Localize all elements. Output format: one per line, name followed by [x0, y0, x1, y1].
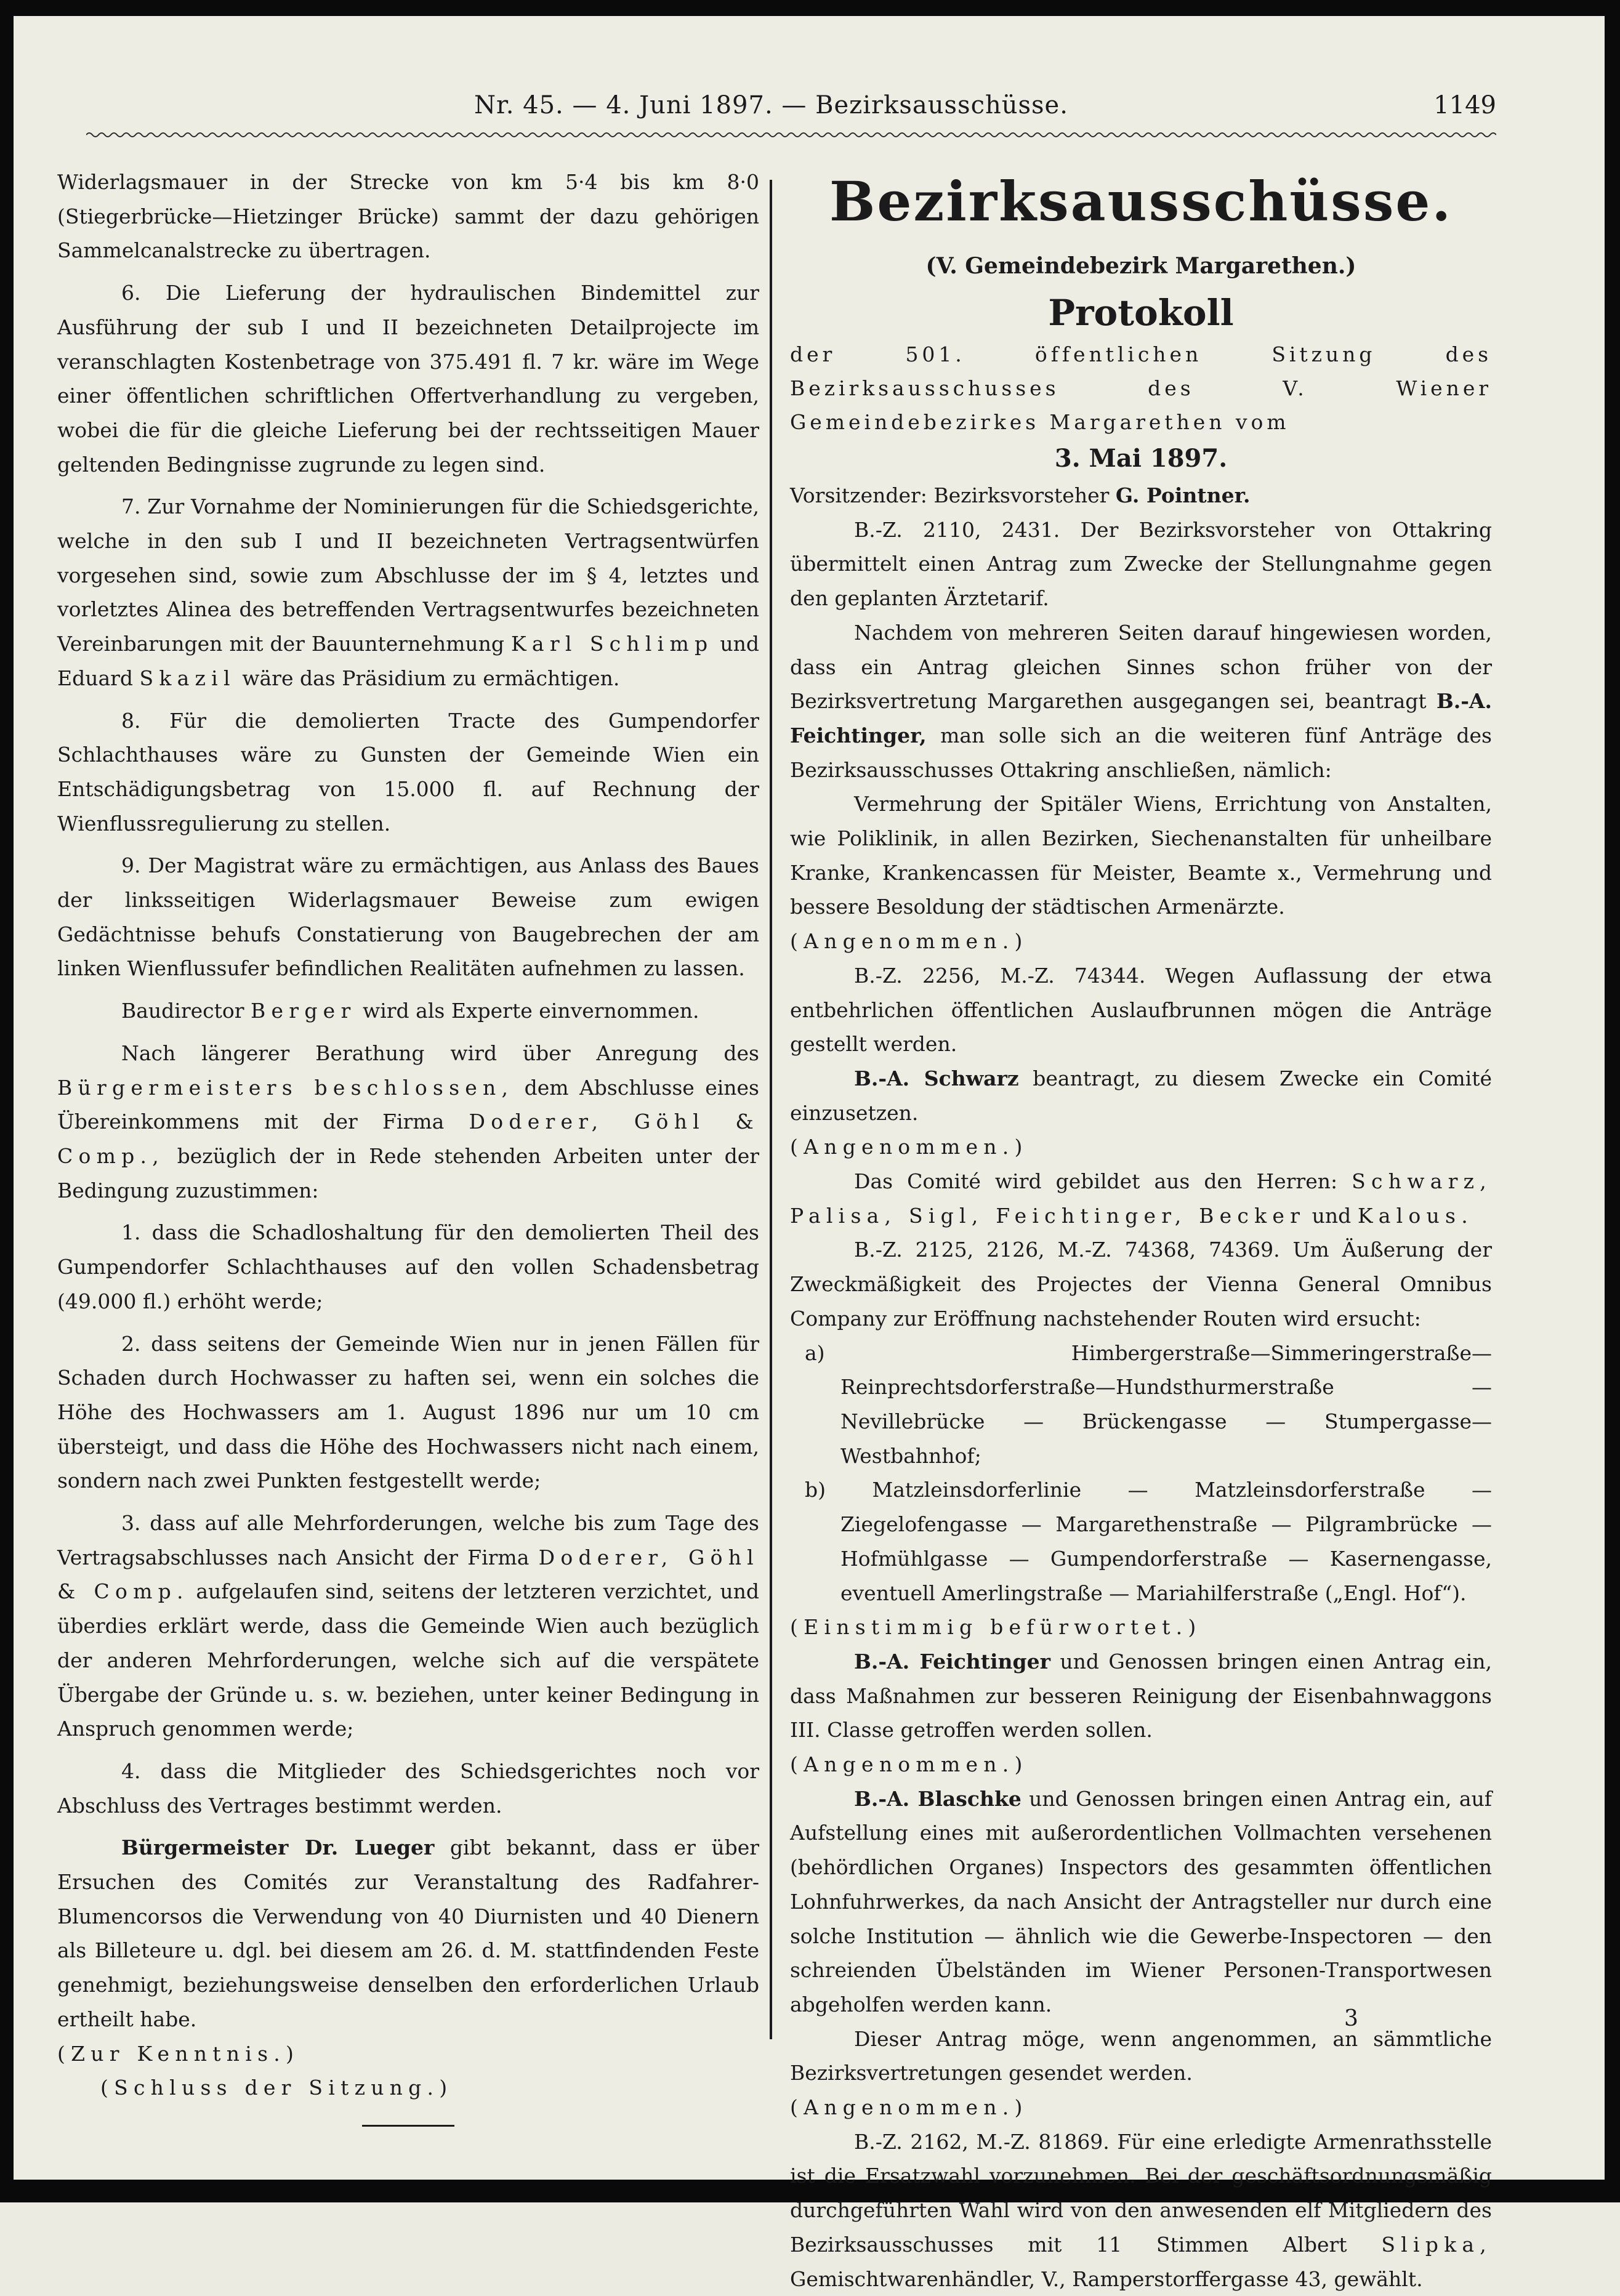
status-angenommen-1: (Angenommen.): [790, 929, 1028, 954]
wavy-rule: [86, 131, 1496, 139]
condition-2: 2. dass seitens der Gemeinde Wien nur in jenen Fällen für Schaden durch Hochwasser zu haften sei, wenn ein solches die Höhe des Hochwassers am 1. August 1896 nur um 10 cm übersteigt, und dass die Höhe des Hochwassers nicht nach einem, sondern nach zwei Punkten festgestellt werde;: [57, 1331, 759, 1493]
name-skazil: Skazil: [139, 666, 236, 690]
section-title: Bezirksausschüsse.: [829, 169, 1453, 233]
route-a: a) Himbergerstraße—Simmeringerstraße—Reinprechtsdorferstraße—Hundsthurmerstraße — Nevillebrücke — Brückengasse — Stumpergasse—Westbahnhof;: [805, 1340, 1492, 1468]
status-angenommen-3: (Angenommen.): [790, 1752, 1028, 1777]
running-head: [86, 91, 1496, 128]
session-line: der 501. öffentlichen Sitzung des Bezirksausschusses des V. Wiener Gemeindebezirkes Margarethen vom: [790, 342, 1492, 434]
page-number: 1149: [1433, 91, 1496, 119]
entry-blaschke: B.-A. Blaschke und Genossen bringen einen Antrag ein, auf Aufstellung eines mit außerordentlichen Vollmachten versehenen (behördlichen Organes) Inspectors des gesammten öffentlichen Lohnfuhrwerkes, da nach Ansicht der Antragsteller nur durch eine solche Institution — ähnlich wie die Gewerbe-Inspectoren — den schreienden Übelständen im Wiener Personen-Transportwesen abgeholfen werden kann.: [790, 1786, 1492, 2016]
end-rule: [362, 2125, 454, 2127]
entry-schwarz: B.-A. Schwarz beantragt, zu diesem Zwecke ein Comité einzusetzen.: [790, 1066, 1492, 1125]
status-angenommen-2: (Angenommen.): [790, 1135, 1028, 1159]
right-column: [790, 165, 1492, 2296]
paragraph-widerlagsmauer: Widerlagsmauer in der Strecke von km 5·4 bis km 8·0 (Stiegerbrücke—Hietzinger Brücke) sammt der dazu gehörigen Sammelcanalstrecke zu übertragen.: [57, 170, 759, 263]
scan-border-top: [0, 0, 1620, 16]
route-b: b) Matzleinsdorferlinie — Matzleinsdorferstraße — Ziegelofengasse — Margarethenstraße — Pilgrambrücke — Hofmühlgasse — Gumpendorferstraße — Kasernengasse, eventuell Amerlingstraße — Mariahilferstraße („Engl. Hof“).: [805, 1478, 1492, 1605]
condition-1: 1. dass die Schadloshaltung für den demolierten Theil des Gumpendorfer Schlachthauses auf den vollen Schadensbetrag (49.000 fl.) erhöht werde;: [57, 1220, 759, 1313]
name-lueger: Bürgermeister Dr. Lueger: [121, 1835, 435, 1860]
status-befuerwortet: (Einstimmig befürwortet.): [790, 1615, 1202, 1640]
paragraph-berathung: Nach längerer Berathung wird über Anregung des Bürgermeisters beschlossen, dem Abschlusse eines Übereinkommens mit der Firma Doderer, Göhl & Comp., bezüglich der in Rede stehenden Arbeiten unter der Bedingung zuzustimmen:: [57, 1041, 759, 1202]
item-6: 6. Die Lieferung der hydraulischen Bindemittel zur Ausführung der sub I und II bezeichneten Detailprojecte im veranschlagten Kostenbetrage von 375.491 fl. 7 kr. wäre im Wege einer öffentlichen schriftlichen Offertverhandlung zu vergeben, wobei die für die gleiche Lieferung bei der rechtsseitigen Mauer geltenden Bedingnisse zugrunde zu legen sind.: [57, 281, 759, 477]
entry-waggons: B.-A. Feichtinger und Genossen bringen einen Antrag ein, dass Maßnahmen zur besseren Reinigung der Eisenbahnwaggons III. Classe getroffen werden sollen.: [790, 1649, 1492, 1742]
scan-border-right: [1605, 0, 1620, 2202]
closing-note: (Schluss der Sitzung.): [100, 2076, 453, 2100]
chair-line: Vorsitzender: Bezirksvorsteher G. Pointner.: [790, 483, 1251, 507]
item-9: 9. Der Magistrat wäre zu ermächtigen, aus Anlass des Baues der linksseitigen Widerlagsmauer Beweise zum ewigen Gedächtnisse behufs Constatierung von Baugebrechen der am linken Wienflussufer befindlichen Realitäten aufnehmen zu lassen.: [57, 853, 759, 981]
status-angenommen-4: (Angenommen.): [790, 2095, 1028, 2120]
column-divider: [770, 180, 772, 2039]
protokoll-heading: Protokoll: [1048, 292, 1234, 334]
chair-name: G. Pointner.: [1115, 483, 1251, 507]
condition-3: 3. dass auf alle Mehrforderungen, welche bis zum Tage des Vertragsabschlusses nach Ansicht der Firma Doderer, Göhl & Comp. aufgelaufen sind, seitens der letzteren verzichtet, und überdies erklärt werde, dass die Gemeinde Wien auch bezüglich der anderen Mehrforderungen, welche sich auf die verspätete Übergabe der Gründe u. s. w. beziehen, unter keiner Bedingung in Anspruch genommen werde;: [57, 1511, 759, 1741]
name-schlimp: Karl Schlimp: [511, 632, 714, 656]
item-7: 7. Zur Vornahme der Nominierungen für die Schiedsgerichte, welche in den sub I und II bezeichneten Vertragsentwürfen vorgesehen sind, sowie zum Abschlusse der im § 4, letztes und vorletztes Alinea des betreffenden Vertragsentwurfes bezeichneten Vereinbarungen mit der Bauunternehmung Karl Schlimp und Eduard Skazil wäre das Präsidium zu ermächtigen.: [57, 494, 759, 690]
paragraph-baudirector: Baudirector Berger wird als Experte einvernommen.: [121, 999, 699, 1023]
condition-4: 4. dass die Mitglieder des Schiedsgerichtes noch vor Abschluss des Vertrages bestimmt werden.: [57, 1758, 759, 1818]
district-heading: (V. Gemeindebezirk Margarethen.): [925, 253, 1356, 279]
item-8: 8. Für die demolierten Tracte des Gumpendorfer Schlachthauses wäre zu Gunsten der Gemeinde Wien ein Entschädigungsbetrag von 15.000 fl. auf Rechnung der Wienflussregulierung zu stellen.: [57, 708, 759, 836]
scan-border-left: [0, 0, 14, 2202]
name-berger: Berger: [251, 999, 357, 1023]
left-column: [57, 165, 759, 2127]
entry-omnibus: B.-Z. 2125, 2126, M.-Z. 74368, 74369. Um Äußerung der Zweckmäßigkeit des Projectes der Vienna General Omnibus Company zur Eröffnung nachstehender Routen wird ersucht:: [790, 1238, 1492, 1331]
session-date: 3. Mai 1897.: [1054, 444, 1228, 473]
firm-doderer: Doderer, Göhl & Comp.,: [57, 1110, 759, 1168]
entry-comite: Das Comité wird gebildet aus den Herren: Schwarz, Palisa, Sigl, Feichtinger, Becker und Kalous.: [790, 1169, 1492, 1228]
entry-aerztetarif: B.-Z. 2110, 2431. Der Bezirksvorsteher von Ottakring übermittelt einen Antrag zum Zwecke der Stellungnahme gegen den geplanten Ärztetarif.: [790, 517, 1492, 611]
signature-number: 3: [1344, 2006, 1358, 2031]
paragraph-lueger: Bürgermeister Dr. Lueger gibt bekannt, dass er über Ersuchen des Comités zur Veranstaltung des Radfahrer-Blumencorsos die Verwendung von 40 Diurnisten und 40 Dienern als Billeteure u. dgl. bei diesem am 26. d. M. stattfindenden Feste genehmigt, beziehungsweise denselben den erforderlichen Urlaub ertheilt habe.: [57, 1835, 760, 2031]
entry-auslaufbrunnen: B.-Z. 2256, M.-Z. 74344. Wegen Auflassung der etwa entbehrlichen öffentlichen Auslaufbrunnen mögen die Anträge gestellt werden.: [790, 963, 1492, 1057]
running-title: Nr. 45. — 4. Juni 1897. — Bezirksausschüsse.: [474, 91, 1068, 119]
entry-feichtinger-motion: Nachdem von mehreren Seiten darauf hingewiesen worden, dass ein Antrag gleichen Sinnes schon früher von der Bezirksvertretung Margarethen ausgegangen sei, beantragt B.-A. Feichtinger, man solle sich an die weiteren fünf Anträge des Bezirksausschusses Ottakring anschließen, nämlich:: [790, 620, 1492, 782]
entry-bezirksvertretungen: Dieser Antrag möge, wenn angenommen, an sämmtliche Bezirksvertretungen gesendet werden.: [790, 2026, 1492, 2085]
entry-spitaeler: Vermehrung der Spitäler Wiens, Errichtung von Anstalten, wie Poliklinik, in allen Bezirken, Siechenanstalten für unheilbare Kranke, Krankencassen für Meister, Beamte x., Vermehrung und bessere Besoldung der städtischen Armenärzte.: [790, 792, 1492, 919]
note-kenntnis: (Zur Kenntnis.): [57, 2041, 300, 2066]
entry-armenrath: B.-Z. 2162, M.-Z. 81869. Für eine erledigte Armenrathsstelle ist die Ersatzwahl vorzunehmen. Bei der geschäftsordnungsmäßig durchgeführten Wahl wird von den anwesenden elf Mitgliedern des Bezirksausschusses mit 11 Stimmen Albert Slipka, Gemischtwarenhändler, V., Ramperstorffergasse 43, gewählt.: [790, 2129, 1492, 2291]
